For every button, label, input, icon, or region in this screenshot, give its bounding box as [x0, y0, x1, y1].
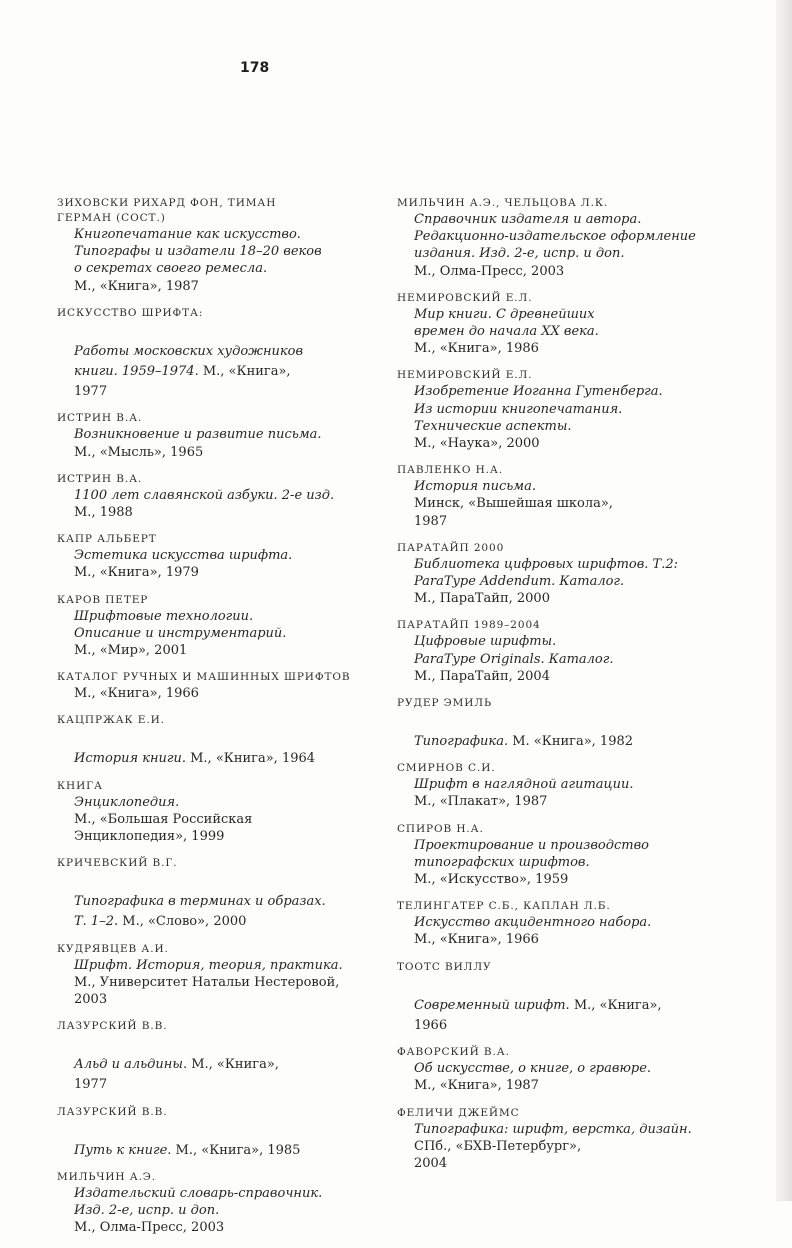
entry-author: КАПР АЛЬБЕРТ — [57, 533, 157, 546]
entry-author: КАТАЛОГ РУЧНЫХ И МАШИННЫХ ШРИФТОВ — [57, 671, 351, 684]
entry-author: ТЕЛИНГАТЕР С.Б., КАПЛАН Л.Б. — [397, 900, 611, 913]
entry-publisher: М., Университет Натальи Нестеровой, 2003 — [74, 974, 340, 1008]
entry-author: МИЛЬЧИН А.Э. — [57, 1170, 156, 1183]
bibliography-entry — [57, 1170, 387, 1237]
bibliography-entry — [397, 822, 697, 889]
entry-publisher: М., «Слово», 2000 — [118, 914, 247, 930]
entry-title: История книги. — [74, 751, 186, 767]
entry-title: Проектирование и производство типографских шрифтов. — [414, 837, 649, 870]
entry-publisher: М., Олма-Пресс, 2003 — [74, 1220, 225, 1236]
entry-title: Современный шрифт. — [414, 997, 570, 1013]
entry-title: Шрифтовые технологии. Описание и инструментарий. — [74, 608, 287, 641]
entry-title: Энциклопедия. — [74, 794, 180, 810]
entry-publisher: М., «Мысль», 1965 — [74, 444, 204, 460]
bibliography-entry — [57, 1019, 387, 1093]
bibliography-entry — [57, 856, 387, 930]
entry-publisher: М., «Книга», 1964 — [185, 751, 316, 767]
entry-author: ЛАЗУРСКИЙ В.В. — [57, 1105, 168, 1118]
entry-publisher: М., ПараТайп, 2000 — [414, 591, 550, 607]
entry-author: ФАВОРСКИЙ В.А. — [397, 1046, 510, 1059]
entry-title: Путь к книге. — [74, 1142, 172, 1158]
entry-author: СПИРОВ Н.А. — [397, 822, 484, 835]
entry-title: Цифровые шрифты. ParaType Originals. Каталог. — [414, 634, 614, 667]
entry-publisher: М., «Мир», 2001 — [74, 643, 188, 659]
entry-publisher: М., Олма-Пресс, 2003 — [414, 263, 565, 279]
entry-publisher: М., «Книга», 1979 — [74, 565, 199, 581]
bibliography-entry — [57, 472, 387, 521]
bibliography-entry — [397, 196, 697, 280]
entry-publisher: М., «Плакат», 1987 — [414, 794, 548, 810]
bibliography-entry — [57, 670, 387, 702]
entry-publisher: М., «Большая Российская Энциклопедия», 1999 — [74, 811, 253, 845]
entry-author: НЕМИРОВСКИЙ Е.Л. — [397, 369, 533, 382]
entry-publisher: М., «Искусство», 1959 — [414, 872, 569, 888]
entry-author: ЛАЗУРСКИЙ В.В. — [57, 1020, 168, 1033]
entry-author: ИСТРИН В.А. — [57, 472, 143, 485]
entry-author: ИСКУССТВО ШРИФТА: — [57, 306, 204, 319]
entry-title: Книгопечатание как искусство. Типографы и издатели 18–20 веков о секретах своего ремесла. — [74, 227, 322, 277]
entry-publisher: М., «Книга», 1987 — [414, 1078, 539, 1094]
entry-title: Мир книги. С древнейших времен до начала XX века. — [414, 306, 599, 340]
bibliography-entry — [397, 761, 697, 810]
entry-title: Альд и альдины. — [74, 1057, 188, 1073]
entry-author: ЗИХОВСКИ РИХАРД ФОН, ТИМАН ГЕРМАН (СОСТ.) — [57, 197, 277, 224]
entry-author: МИЛЬЧИН А.Э., ЧЕЛЬЦОВА Л.К. — [397, 197, 609, 209]
entry-author: КРИЧЕВСКИЙ В.Г. — [57, 857, 178, 870]
bibliography-entry — [397, 960, 697, 1034]
bibliography-entry — [57, 532, 387, 581]
entry-author: ИСТРИН В.А. — [57, 412, 143, 425]
entry-title: Искусство акцидентного набора. — [414, 915, 652, 931]
bibliography-entry — [57, 306, 387, 401]
entry-title: Справочник издателя и автора. Редакционно-издательское оформление издания. Изд. 2-е, испр. и доп. — [414, 212, 696, 262]
entry-author: КНИГА — [57, 779, 103, 792]
bibliography-entry — [397, 1106, 697, 1173]
entry-author: НЕМИРОВСКИЙ Е.Л. — [397, 291, 533, 304]
entry-publisher: М., «Книга», 1966 — [414, 997, 662, 1033]
entry-publisher: Минск, «Вышейшая школа», 1987 — [414, 496, 613, 529]
entry-author: РУДЕР ЭМИЛЬ — [397, 697, 492, 710]
bibliography-entry — [397, 618, 697, 685]
page-edge-shadow — [776, 0, 792, 1201]
bibliography-entry — [397, 291, 697, 358]
entry-title: Шрифт. История, теория, практика. — [74, 957, 343, 973]
entry-author: КАЦПРЖАК Е.И. — [57, 714, 165, 727]
bibliography-entry — [397, 463, 697, 530]
entry-publisher: М., «Книга», 1985 — [171, 1142, 301, 1158]
entry-publisher: М. «Книга», 1982 — [508, 734, 634, 750]
page-number: 178 — [240, 60, 270, 76]
bibliography-entry — [57, 1105, 387, 1159]
entry-publisher: М., «Книга», 1987 — [74, 278, 199, 294]
entry-publisher: М., «Книга», 1966 — [74, 686, 199, 702]
entry-title: Возникновение и развитие письма. — [74, 427, 322, 443]
entry-title: Типографика в терминах и образах. Т. 1–2. — [74, 894, 326, 930]
entry-title: Издательский словарь-справочник. Изд. 2-е, испр. и доп. — [74, 1185, 323, 1219]
entry-author: ФЕЛИЧИ ДЖЕЙМС — [397, 1106, 520, 1119]
bibliography-entry — [397, 368, 697, 452]
bibliography-right-column — [397, 196, 697, 1183]
entry-publisher: М., «Книга», 1966 — [414, 932, 539, 948]
entry-title: Библиотека цифровых шрифтов. Т.2: ParaType Addendum. Каталог. — [414, 556, 679, 590]
entry-title: Типографика: шрифт, верстка, дизайн. — [414, 1121, 692, 1137]
bibliography-entry — [57, 942, 387, 1009]
entry-publisher: М., 1988 — [74, 505, 133, 521]
entry-author: КАРОВ ПЕТЕР — [57, 593, 149, 606]
bibliography-entry — [397, 899, 697, 948]
entry-author: КУДРЯВЦЕВ А.И. — [57, 942, 169, 955]
entry-publisher: СПб., «БХВ-Петербург», 2004 — [414, 1138, 582, 1171]
bibliography-entry — [57, 779, 387, 846]
entry-title: Типографика. — [414, 734, 509, 750]
entry-publisher: М., «Книга», 1977 — [74, 364, 291, 400]
entry-title: История письма. — [414, 479, 536, 495]
entry-title: Об искусстве, о книге, о гравюре. — [414, 1061, 652, 1077]
entry-title: Шрифт в наглядной агитации. — [414, 777, 634, 793]
entry-author: ПАРАТАЙП 1989–2004 — [397, 619, 541, 632]
bibliography-left-column — [57, 196, 387, 1248]
bibliography-entry — [57, 411, 387, 460]
bibliography-entry — [397, 696, 697, 750]
entry-author: ТООТС ВИЛЛУ — [397, 960, 492, 973]
entry-publisher: М., «Наука», 2000 — [414, 436, 540, 452]
entry-publisher: М., «Книга», 1986 — [414, 341, 539, 357]
entry-title: Изобретение Иоганна Гутенберга. Из истории книгопечатания. Технические аспекты. — [414, 384, 663, 434]
bibliography-entry — [57, 196, 387, 295]
entry-title: 1100 лет славянской азбуки. 2-е изд. — [74, 487, 335, 503]
bibliography-entry — [397, 1045, 697, 1094]
entry-author: СМИРНОВ С.И. — [397, 762, 496, 775]
entry-publisher: М., «Книга», 1977 — [74, 1057, 279, 1093]
bibliography-entry — [397, 541, 697, 608]
bibliography-entry — [57, 593, 387, 660]
entry-title: Эстетика искусства шрифта. — [74, 548, 293, 564]
entry-publisher: М., ПараТайп, 2004 — [414, 668, 550, 684]
bibliography-entry — [57, 713, 387, 767]
entry-title: Работы московских художников книги. 1959–1974. — [74, 343, 304, 380]
entry-author: ПАРАТАЙП 2000 — [397, 541, 505, 554]
entry-author: ПАВЛЕНКО Н.А. — [397, 464, 503, 477]
